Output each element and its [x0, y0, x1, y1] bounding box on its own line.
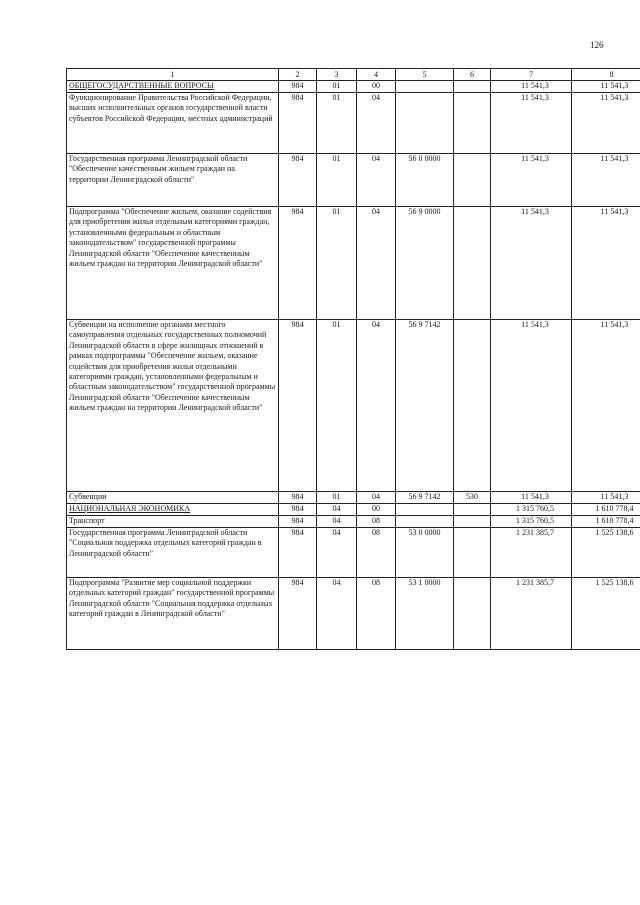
table-row: [67, 578, 640, 650]
cell-section: 01: [317, 320, 357, 492]
cell-target-article: [396, 93, 454, 154]
row-name: Транспорт: [67, 516, 279, 528]
table-row: [67, 492, 640, 504]
cell-expense-type: [454, 578, 491, 650]
row-name: Подпрограмма "Обеспечение жильем, оказание содействия для приобретения жилья отдельным категориями граждан, установленными федеральным и областным законодательством" государственной программы Ленинградской области "Обеспечение качественным жильем граждан на территории Ленинградской области": [67, 207, 279, 320]
cell-subsection: 00: [357, 504, 396, 516]
cell-target-article: 56 9 7142: [396, 492, 454, 504]
table-row: [67, 93, 640, 154]
cell-target-article: 56 9 0000: [396, 207, 454, 320]
cell-target-article: [396, 516, 454, 528]
cell-amount-col8: 1 525 138,6: [572, 528, 640, 578]
cell-amount-col7: 11 541,3: [491, 207, 572, 320]
table-header-row: [67, 69, 640, 81]
cell-amount-col7: 1 315 760,5: [491, 516, 572, 528]
cell-subsection: 04: [357, 154, 396, 207]
cell-ministry: 984: [279, 207, 317, 320]
cell-ministry: 984: [279, 154, 317, 207]
cell-ministry: 984: [279, 578, 317, 650]
column-header-7: 7: [491, 69, 572, 81]
table-row: [67, 516, 640, 528]
cell-section: 04: [317, 504, 357, 516]
cell-ministry: 984: [279, 528, 317, 578]
cell-section: 01: [317, 81, 357, 93]
cell-section: 04: [317, 578, 357, 650]
cell-expense-type: 530: [454, 492, 491, 504]
column-header-2: 2: [279, 69, 317, 81]
row-name: Субвенции: [67, 492, 279, 504]
table-row: [67, 528, 640, 578]
column-header-5: 5: [396, 69, 454, 81]
cell-ministry: 984: [279, 492, 317, 504]
cell-amount-col7: 11 541,3: [491, 154, 572, 207]
cell-section: 01: [317, 207, 357, 320]
cell-section: 01: [317, 492, 357, 504]
cell-amount-col8: 11 541,3: [572, 154, 640, 207]
cell-amount-col8: 11 541,3: [572, 81, 640, 93]
column-header-6: 6: [454, 69, 491, 81]
cell-amount-col7: 1 231 385,7: [491, 528, 572, 578]
page-number: 126: [590, 40, 604, 50]
cell-expense-type: [454, 516, 491, 528]
cell-target-article: 53 1 0000: [396, 578, 454, 650]
cell-ministry: 984: [279, 504, 317, 516]
cell-amount-col8: 1 610 778,4: [572, 504, 640, 516]
cell-ministry: 984: [279, 320, 317, 492]
table-row: [67, 154, 640, 207]
row-name: НАЦИОНАЛЬНАЯ ЭКОНОМИКА: [67, 504, 279, 516]
row-name: Государственная программа Ленинградской области "Социальная поддержка отдельных категорий граждан в Ленинградской области": [67, 528, 279, 578]
cell-amount-col8: 11 541,3: [572, 492, 640, 504]
cell-section: 01: [317, 93, 357, 154]
cell-section: 01: [317, 154, 357, 207]
row-name: Субвенции на исполнение органами местного самоуправления отдельных государственных полномочий Ленинградской области в сфере жилищных отношений в рамках подпрограммы "Обеспечение жильем, оказание содействия для приобретения жилья отдельными категориями граждан, установленными федеральным и областным законодательством" государственной программы Ленинградской области "Обеспечение качественным жильем граждан на территории Ленинградской области": [67, 320, 279, 492]
cell-subsection: 08: [357, 528, 396, 578]
cell-amount-col8: 11 541,3: [572, 320, 640, 492]
cell-expense-type: [454, 207, 491, 320]
column-header-1: 1: [67, 69, 279, 81]
cell-subsection: 04: [357, 93, 396, 154]
row-name: ОБЩЕГОСУДАРСТВЕННЫЕ ВОПРОСЫ: [67, 81, 279, 93]
cell-expense-type: [454, 93, 491, 154]
column-header-8: 8: [572, 69, 640, 81]
cell-ministry: 984: [279, 93, 317, 154]
cell-amount-col7: 11 541,3: [491, 320, 572, 492]
cell-expense-type: [454, 504, 491, 516]
cell-subsection: 08: [357, 516, 396, 528]
cell-amount-col8: 1 525 138,6: [572, 578, 640, 650]
cell-subsection: 04: [357, 207, 396, 320]
cell-subsection: 08: [357, 578, 396, 650]
cell-amount-col7: 1 231 385,7: [491, 578, 572, 650]
table-row: [67, 207, 640, 320]
cell-target-article: 56 9 7142: [396, 320, 454, 492]
cell-target-article: [396, 81, 454, 93]
cell-target-article: 56 0 0000: [396, 154, 454, 207]
cell-expense-type: [454, 320, 491, 492]
cell-subsection: 04: [357, 320, 396, 492]
row-name: Функционирование Правительства Российской Федерации, высших исполнительных органов государственной власти субъектов Российской Федерации, местных администраций: [67, 93, 279, 154]
cell-amount-col8: 1 610 778,4: [572, 516, 640, 528]
cell-expense-type: [454, 154, 491, 207]
cell-amount-col8: 11 541,3: [572, 93, 640, 154]
cell-amount-col7: 11 541,3: [491, 93, 572, 154]
cell-amount-col7: 1 315 760,5: [491, 504, 572, 516]
cell-subsection: 00: [357, 81, 396, 93]
cell-ministry: 984: [279, 81, 317, 93]
table-row: [67, 81, 640, 93]
table-row: [67, 320, 640, 492]
column-header-4: 4: [357, 69, 396, 81]
row-name: Подпрограмма "Развитие мер социальной поддержки отдельных категорий граждан" государственной программы Ленинградской области "Социальная поддержка отдельных категорий граждан в Ленинградской области": [67, 578, 279, 650]
table-row: [67, 504, 640, 516]
cell-expense-type: [454, 528, 491, 578]
cell-amount-col7: 11 541,3: [491, 81, 572, 93]
column-header-3: 3: [317, 69, 357, 81]
cell-target-article: [396, 504, 454, 516]
cell-section: 04: [317, 528, 357, 578]
cell-target-article: 53 0 0000: [396, 528, 454, 578]
cell-amount-col7: 11 541,3: [491, 492, 572, 504]
row-name: Государственная программа Ленинградской области "Обеспечение качественным жильем граждан на территории Ленинградской области": [67, 154, 279, 207]
cell-expense-type: [454, 81, 491, 93]
cell-amount-col8: 11 541,3: [572, 207, 640, 320]
cell-ministry: 984: [279, 516, 317, 528]
cell-subsection: 04: [357, 492, 396, 504]
budget-table: [66, 68, 640, 650]
cell-section: 04: [317, 516, 357, 528]
